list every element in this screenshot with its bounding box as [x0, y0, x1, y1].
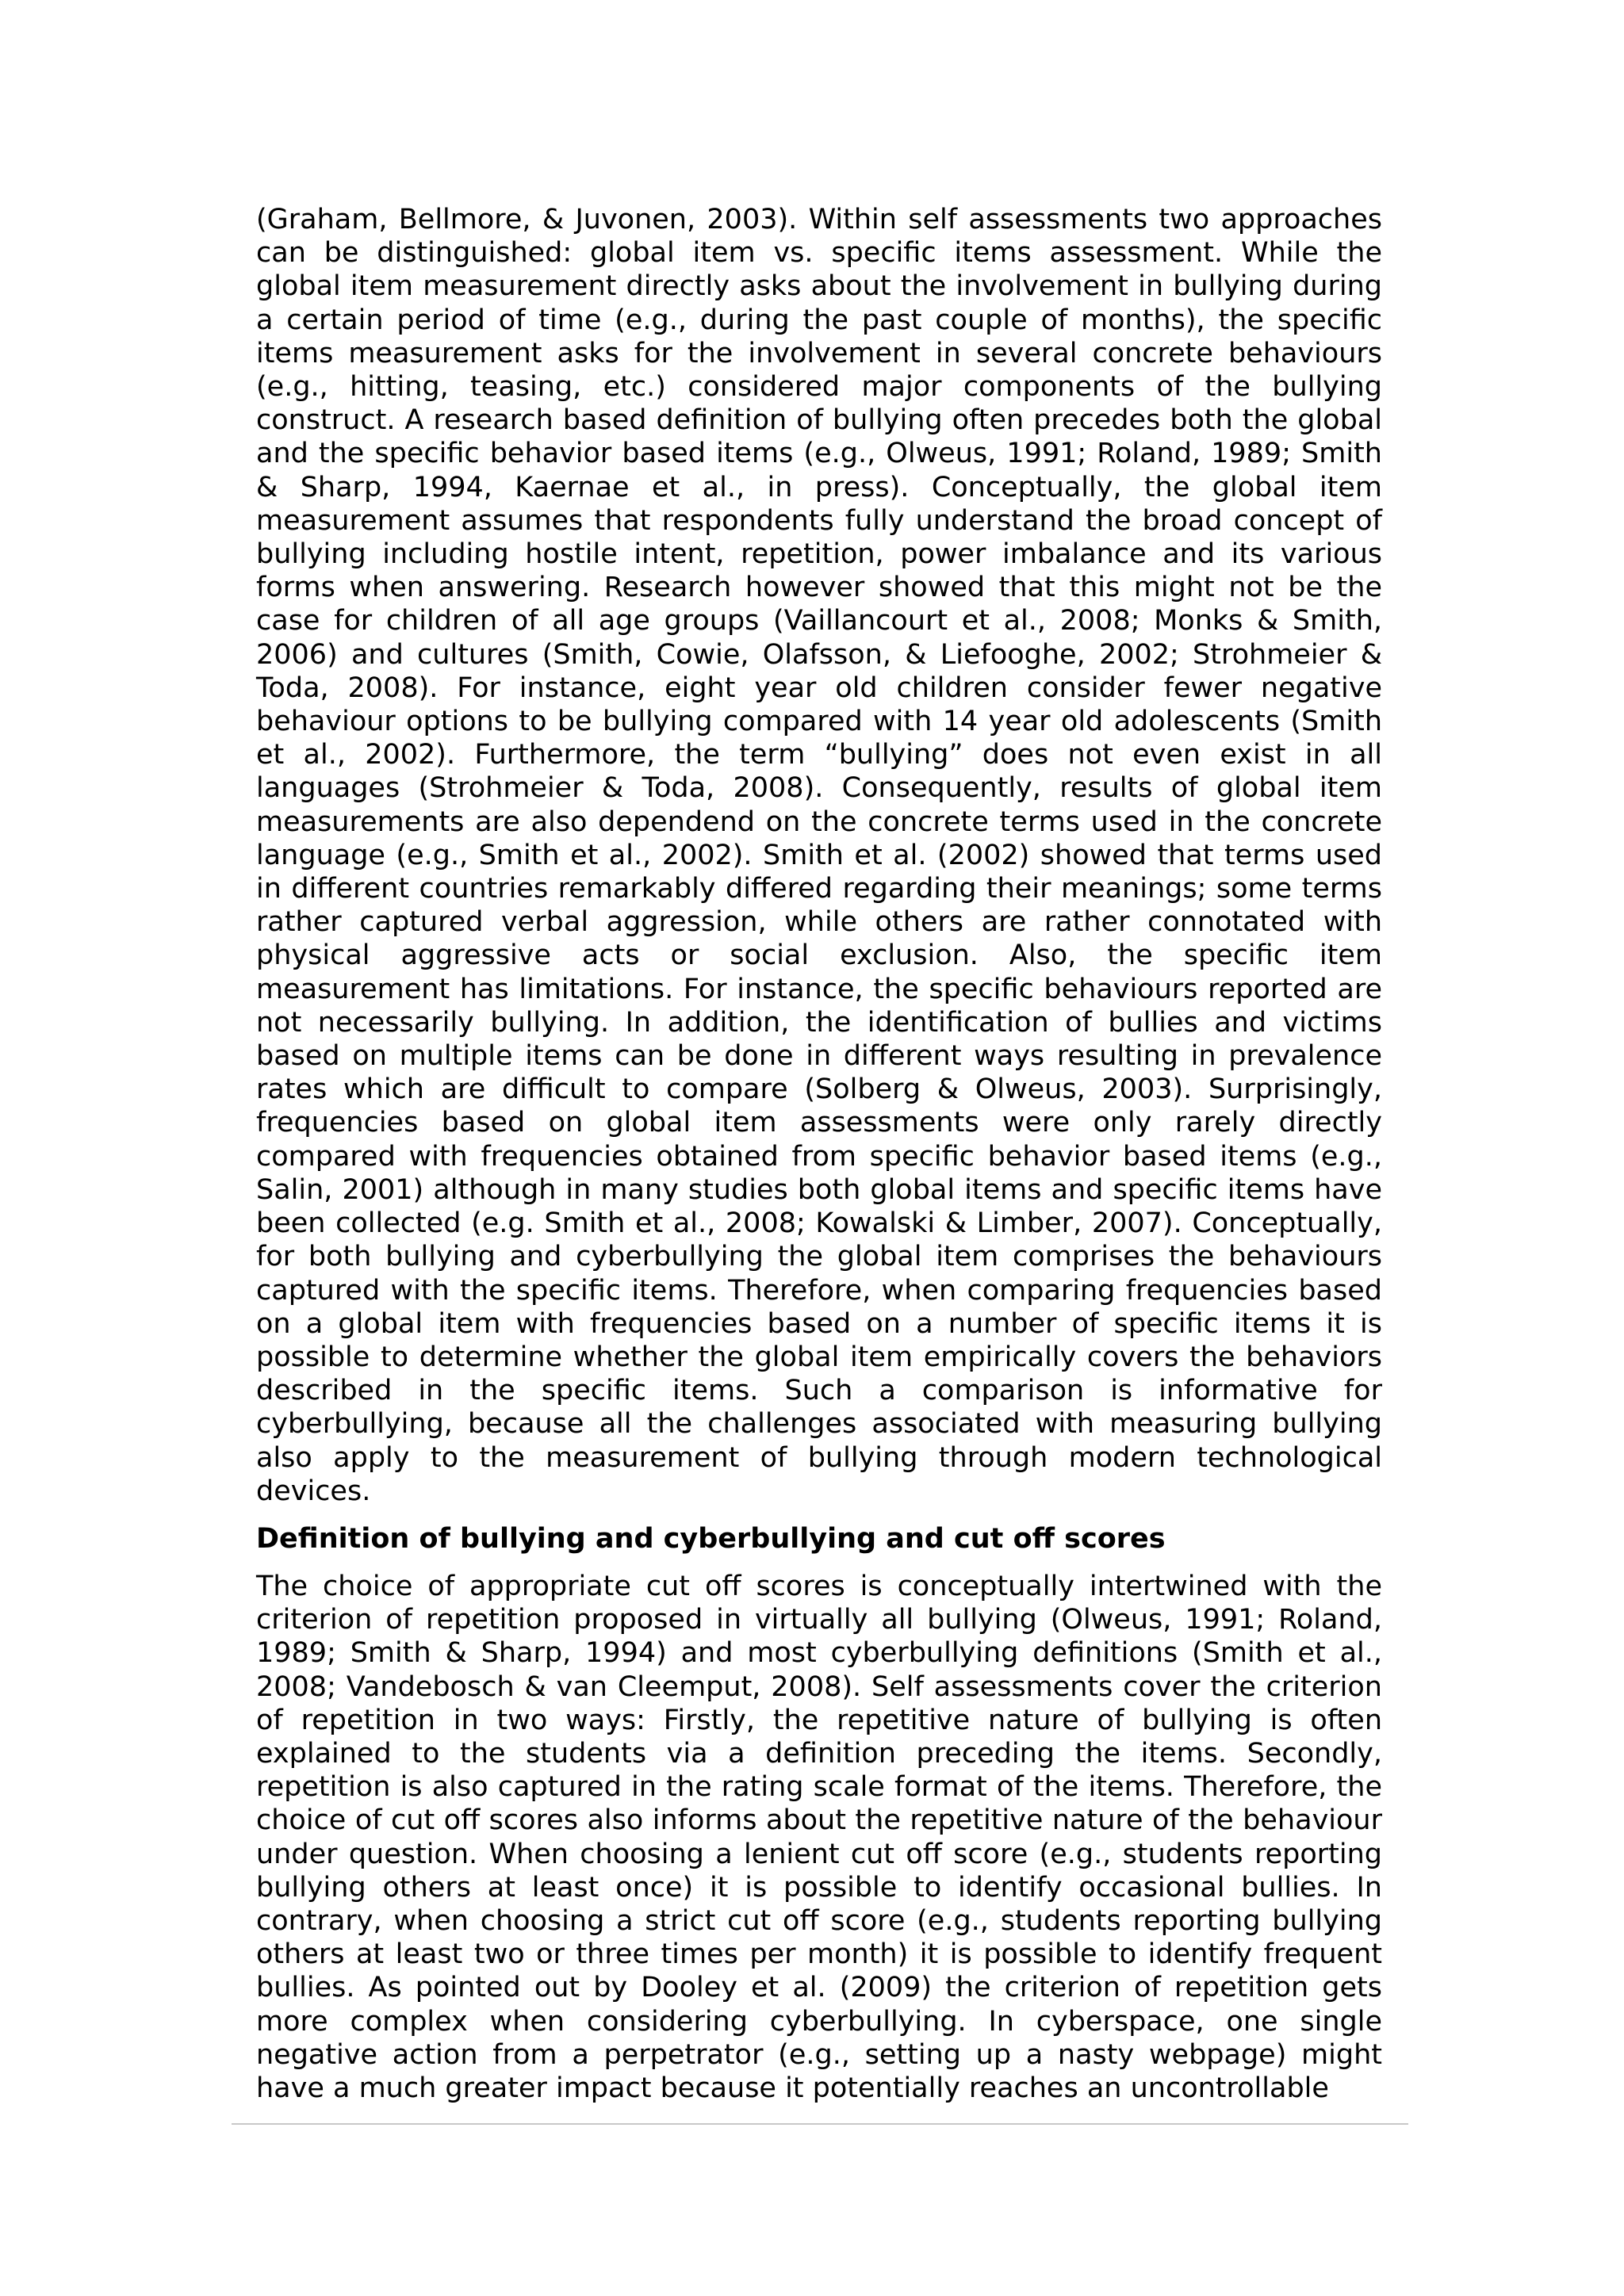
- footer-divider: [232, 2123, 1408, 2125]
- body-paragraph-2: The choice of appropriate cut off scores is conceptually intertwined with the criterion of repetition proposed in virtually all bullying (Olweus, 1991; Roland, 1989; Smith & Sharp, 1994) and most cyberbullying definitions (Smith et al., 2008; Vandebosch & van Cleemput, 2008). Self assessments cover the criterion of repetition in two ways: Firstly, the repetitive nature of bullying is often explained to the students via a definition preceding the items. Secondly, repetition is also captured in the rating scale format of the items. Therefore, the choice of cut off scores also informs about the repetitive nature of the behaviour under question. When choosing a lenient cut off score (e.g., students reporting bullying others at least once) it is possible to identify occasional bullies. In contrary, when choosing a strict cut off score (e.g., students reporting bullying others at least two or three times per month) it is possible to identify frequent bullies. As pointed out by Dooley et al. (2009) the criterion of repetition gets more complex when considering cyberbullying. In cyberspace, one single negative action from a perpetrator (e.g., setting up a nasty webpage) might have a much greater impact because it potentially reaches an uncontrollable: [256, 1570, 1382, 2104]
- text-body: [256, 203, 1382, 2105]
- body-paragraph-1: (Graham, Bellmore, & Juvonen, 2003). Within self assessments two approaches can be distinguished: global item vs. specific items assessment. While the global item measurement directly asks about the involvement in bullying during a certain period of time (e.g., during the past couple of months), the specific items measurement asks for the involvement in several concrete behaviours (e.g., hitting, teasing, etc.) considered major components of the bullying construct. A research based definition of bullying often precedes both the global and the specific behavior based items (e.g., Olweus, 1991; Roland, 1989; Smith & Sharp, 1994, Kaernae et al., in press). Conceptually, the global item measurement assumes that respondents fully understand the broad concept of bullying including hostile intent, repetition, power imbalance and its various forms when answering. Research however showed that this might not be the case for children of all age groups (Vaillancourt et al., 2008; Monks & Smith, 2006) and cultures (Smith, Cowie, Olafsson, & Liefooghe, 2002; Strohmeier & Toda, 2008). For instance, eight year old children consider fewer negative behaviour options to be bullying compared with 14 year old adolescents (Smith et al., 2002). Furthermore, the term “bullying” does not even exist in all languages (Strohmeier & Toda, 2008). Consequently, results of global item measurements are also dependend on the concrete terms used in the concrete language (e.g., Smith et al., 2002). Smith et al. (2002) showed that terms used in different countries remarkably differed regarding their meanings; some terms rather captured verbal aggression, while others are rather connotated with physical aggressive acts or social exclusion. Also, the specific item measurement has limitations. For instance, the specific behaviours reported are not necessarily bullying. In addition, the identification of bullies and victims based on multiple items can be done in different ways resulting in prevalence rates which are difficult to compare (Solberg & Olweus, 2003). Surprisingly, frequencies based on global item assessments were only rarely directly compared with frequencies obtained from specific behavior based items (e.g., Salin, 2001) although in many studies both global items and specific items have been collected (e.g. Smith et al., 2008; Kowalski & Limber, 2007). Conceptually, for both bullying and cyberbullying the global item comprises the behaviours captured with the specific items. Therefore, when comparing frequencies based on a global item with frequencies based on a number of specific items it is possible to determine whether the global item empirically covers the behaviors described in the specific items. Such a comparison is informative for cyberbullying, because all the challenges associated with measuring bullying also apply to the measurement of bullying through modern technological devices.: [256, 204, 1382, 1507]
- section-heading: Definition of bullying and cyberbullying and cut off scores: [256, 1522, 1166, 1555]
